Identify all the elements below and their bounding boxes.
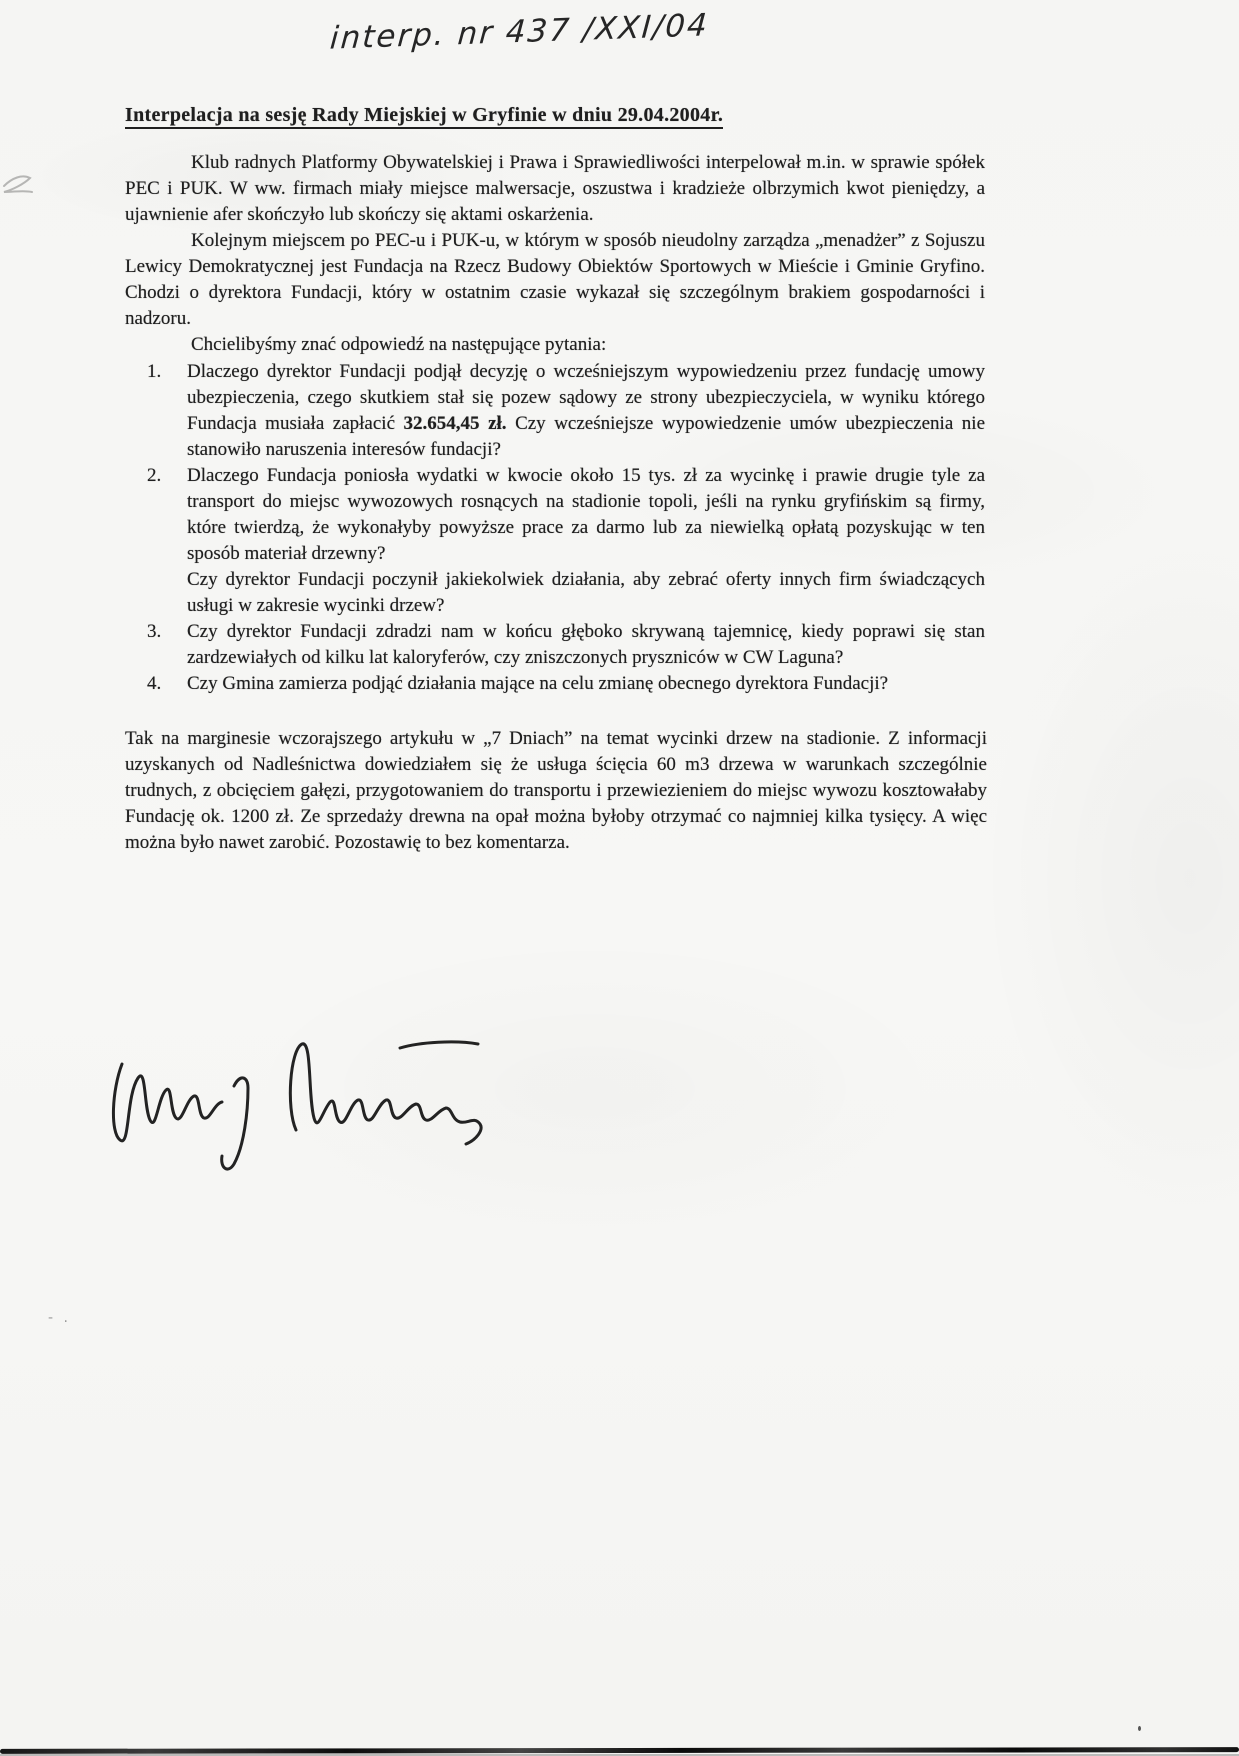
scan-edge-line: [0, 1747, 1239, 1754]
document-title: [125, 102, 985, 128]
question-text: [187, 463, 985, 619]
handwritten-annotation: interp. nr 437 /XXI/04: [328, 7, 710, 57]
question-item-3: [147, 619, 985, 671]
question-text: [187, 359, 985, 463]
signature-handwriting: [100, 1012, 520, 1192]
question-item-2: [147, 463, 985, 619]
question-1-amount: 32.654,45 zł.: [403, 413, 507, 434]
stray-scan-mark: - .: [48, 1310, 71, 1326]
question-2-followup: Czy dyrektor Fundacji poczynił jakiekolwiek działania, aby zebrać oferty innych firm świadczących usługi w zakresie wycinki drzew?: [187, 569, 985, 616]
closing-paragraph: Tak na marginesie wczorajszego artykułu w „7 Dniach” na temat wycinki drzew na stadionie. Z informacji uzyskanych od Nadleśnictwa dowiedziałem się że usługa ścięcia 60 m3 drzewa w warunkach szczególnie trudnych, z obcięciem gałęzi, przygotowaniem do transportu i przewiezieniem do miejsc wywozu kosztowałaby Fundację ok. 1200 zł. Ze sprzedaży drewna na opał można byłoby otrzymać co najmniej kilka tysięcy. A więc można było nawet zarobić. Pozostawię to bez komentarza.: [125, 728, 987, 853]
questions-list: [147, 359, 985, 697]
question-1-after-amount: Czy wcześniejsze wypowiedzenie umów ubezpieczenia nie stanowiło naruszenia interesów fundacji?: [187, 413, 986, 460]
stray-scan-dot: [1138, 1726, 1141, 1731]
question-number: 4.: [147, 673, 162, 694]
question-3-main: Czy dyrektor Fundacji zdradzi nam w końcu głęboko skrywaną tajemnicę, kiedy poprawi się stan zardzewiałych od kilku lat kaloryferów, czy zniszczonych pryszniców w CW Laguna?: [187, 621, 985, 668]
question-2-main: Dlaczego Fundacja poniosła wydatki w kwocie około 15 tys. zł za wycinkę i prawie drugie tyle za transport do miejsc wywozowych rosnących na stadionie topoli, jeśli na rynku gryfińskim są firmy, które twierdzą, że wykonałyby powyższe prace za darmo lub za niewielką opłatą pozyskując w ten sposób materiał drzewny?: [187, 465, 985, 564]
document-title-text: Interpelacja na sesję Rady Miejskiej w Gryfinie w dniu 29.04.2004r.: [125, 104, 723, 129]
question-text: [187, 619, 985, 671]
question-item-1: [147, 359, 985, 463]
question-text: [187, 671, 985, 697]
question-item-4: [147, 671, 985, 697]
question-number: 2.: [147, 465, 162, 486]
questions-lead-in: Chcielibyśmy znać odpowiedź na następujące pytania:: [191, 334, 607, 355]
question-number: 3.: [147, 621, 162, 642]
question-number: 1.: [147, 361, 162, 382]
document-body: [125, 102, 985, 875]
intro-paragraph-2: Kolejnym miejscem po PEC-u i PUK-u, w którym w sposób nieudolny zarządza „menadżer” z Sojuszu Lewicy Demokratycznej jest Fundacja na Rzecz Budowy Obiektów Sportowych w Mieście i Gminie Gryfino. Chodzi o dyrektora Fundacji, który w ostatnim czasie wykazał się szczególnym brakiem gospodarności i nadzoru.: [125, 230, 985, 329]
question-1-before-amount: Dlaczego dyrektor Fundacji podjął decyzję o wcześniejszym wypowiedzeniu przez fundację umowy ubezpieczenia, czego skutkiem stał się pozew sądowy ze strony ubezpieczyciela, w wyniku którego Fundacja musiała zapłacić: [187, 361, 985, 434]
margin-pen-mark: [0, 148, 60, 208]
question-4-main: Czy Gmina zamierza podjąć działania mające na celu zmianę obecnego dyrektora Fundacji?: [187, 673, 889, 694]
intro-paragraph-1: Klub radnych Platformy Obywatelskiej i Prawa i Sprawiedliwości interpelował m.in. w sprawie spółek PEC i PUK. W ww. firmach miały miejsce malwersacje, oszustwa i kradzieże olbrzymich kwot pieniędzy, a ujawnienie afer skończyło lub skończy się aktami oskarżenia.: [125, 152, 985, 225]
